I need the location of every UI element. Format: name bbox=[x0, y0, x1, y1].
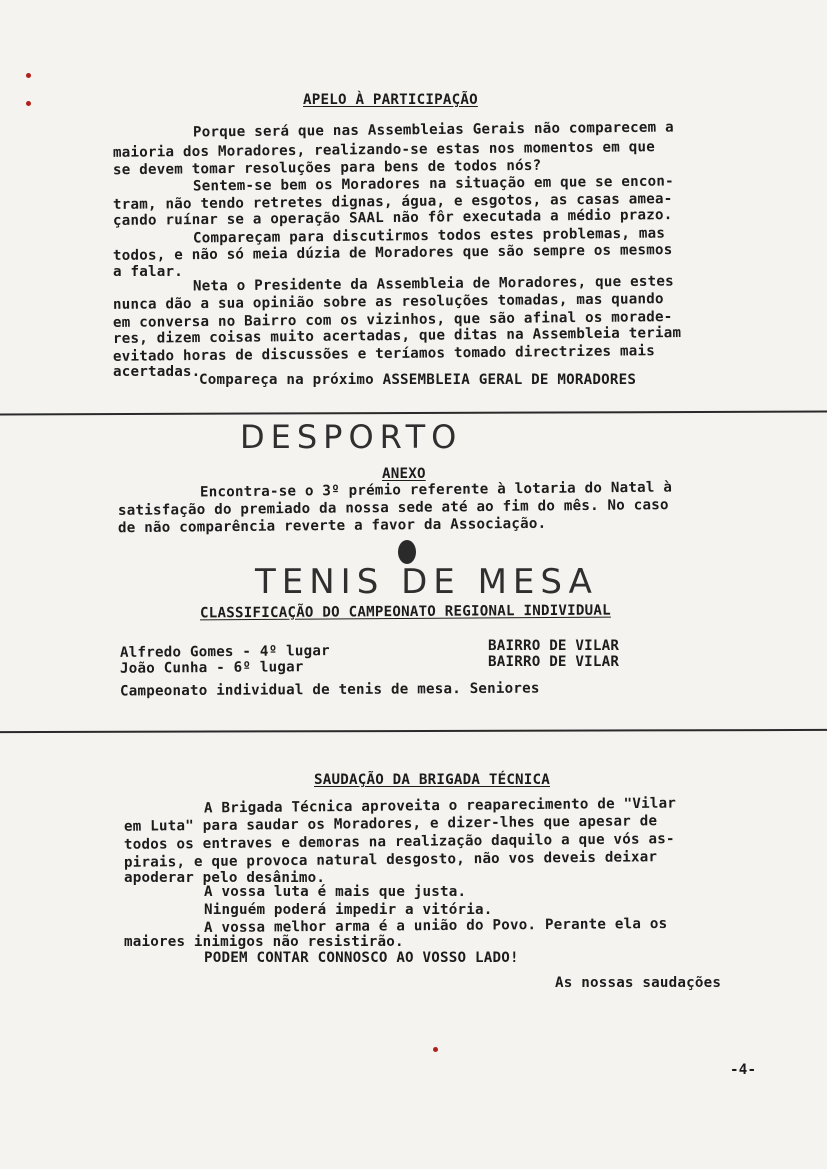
paragraph-line: satisfação do premiado da nossa sede até ao fim do mês. No caso bbox=[117, 497, 669, 519]
paragraph-line: Ninguém poderá impedir a vitória. bbox=[204, 902, 493, 918]
result-player: Alfredo Gomes - 4º lugar bbox=[119, 643, 330, 661]
paragraph-line: em Luta" para saudar os Moradores, e dizer-lhes que apesar de bbox=[123, 813, 658, 835]
divider-line bbox=[0, 411, 827, 416]
paragraph-line: todos os entraves e demoras na realização daquilo a que vós as- bbox=[123, 831, 675, 853]
paragraph-line: de não comparência reverte a favor da Associação. bbox=[117, 515, 547, 537]
paragraph-line: Encontra-se o 3º prémio referente à lotaria do Natal à bbox=[199, 479, 673, 501]
paragraph-line: Neta o Presidente da Assembleia de Moradores, que estes bbox=[192, 273, 674, 295]
signoff: As nossas saudações bbox=[555, 975, 722, 991]
page-number: -4- bbox=[730, 1062, 757, 1078]
margin-dot-top bbox=[26, 73, 31, 78]
divider-line bbox=[0, 729, 827, 733]
section-title: APELO À PARTICIPAÇÃO bbox=[303, 92, 478, 108]
result-club: BAIRRO DE VILAR bbox=[488, 638, 620, 654]
paragraph-line: çando ruínar se a operação SAAL não fôr executada a médio prazo. bbox=[112, 207, 673, 229]
annex-title: ANEXO bbox=[382, 466, 426, 482]
paragraph-line: maiores inimigos não resistirão. bbox=[124, 934, 404, 950]
paragraph-line: Porque será que nas Assembleias Gerais não comparecem a bbox=[192, 119, 674, 141]
paragraph-line: A vossa luta é mais que justa. bbox=[204, 884, 467, 900]
paragraph-line: A Brigada Técnica aproveita o reaparecimento de "Vilar bbox=[203, 795, 677, 817]
closing-line: PODEM CONTAR CONNOSCO AO VOSSO LADO! bbox=[204, 950, 519, 966]
paragraph-line: todos, e não só meia dúzia de Moradores que são sempre os mesmos bbox=[112, 242, 673, 264]
tenis-heading: TENIS DE MESA bbox=[255, 562, 598, 602]
margin-dot-lower bbox=[26, 101, 31, 106]
section-title: SAUDAÇÃO DA BRIGADA TÉCNICA bbox=[314, 772, 551, 788]
paragraph-line: Sentem-se bem os Moradores na situação em que se encon- bbox=[192, 173, 674, 195]
paragraph-line: A vossa melhor arma é a união do Povo. Perante ela os bbox=[203, 915, 668, 937]
paragraph-line: a falar. bbox=[113, 264, 183, 280]
paragraph-line: se devem tomar resoluções para bens de todos nós? bbox=[112, 157, 542, 179]
margin-dot-bottom bbox=[433, 1047, 438, 1052]
paragraph-line: acertadas. bbox=[113, 364, 201, 380]
paragraph-line: tram, não tendo retretes dignas, água, e esgotos, as casas amea- bbox=[112, 191, 673, 213]
call-to-action: Compareça na próximo ASSEMBLEIA GERAL DE MORADORES bbox=[199, 372, 637, 388]
championship-note: Campeonato individual de tenis de mesa. Seniores bbox=[119, 680, 540, 700]
paragraph-line: evitado horas de discussões e teríamos tomado directrizes mais bbox=[112, 343, 656, 365]
result-club: BAIRRO DE VILAR bbox=[488, 654, 620, 670]
classification-title: CLASSIFICAÇÃO DO CAMPEONATO REGIONAL INDIVIDUAL bbox=[199, 602, 611, 622]
result-player: João Cunha - 6º lugar bbox=[119, 659, 304, 677]
paragraph-line: nunca dão a sua opinião sobre as resoluções tomadas, mas quando bbox=[112, 291, 664, 313]
ink-blot bbox=[398, 540, 416, 564]
paragraph-line: pirais, e que provoca natural desgosto, não vos deveis deixar bbox=[123, 849, 658, 871]
paragraph-line: apoderar pelo desânimo. bbox=[124, 870, 326, 886]
paragraph-line: maioria dos Moradores, realizando-se estas nos momentos em que bbox=[112, 139, 656, 161]
desporto-heading: DESPORTO bbox=[240, 418, 463, 456]
paragraph-line: Compareçam para discutirmos todos estes problemas, mas bbox=[192, 225, 666, 247]
paragraph-line: em conversa no Bairro com os vizinhos, que são afinal os morade- bbox=[112, 309, 673, 331]
paragraph-line: res, dizem coisas muito acertadas, que ditas na Assembleia teriam bbox=[112, 325, 682, 347]
